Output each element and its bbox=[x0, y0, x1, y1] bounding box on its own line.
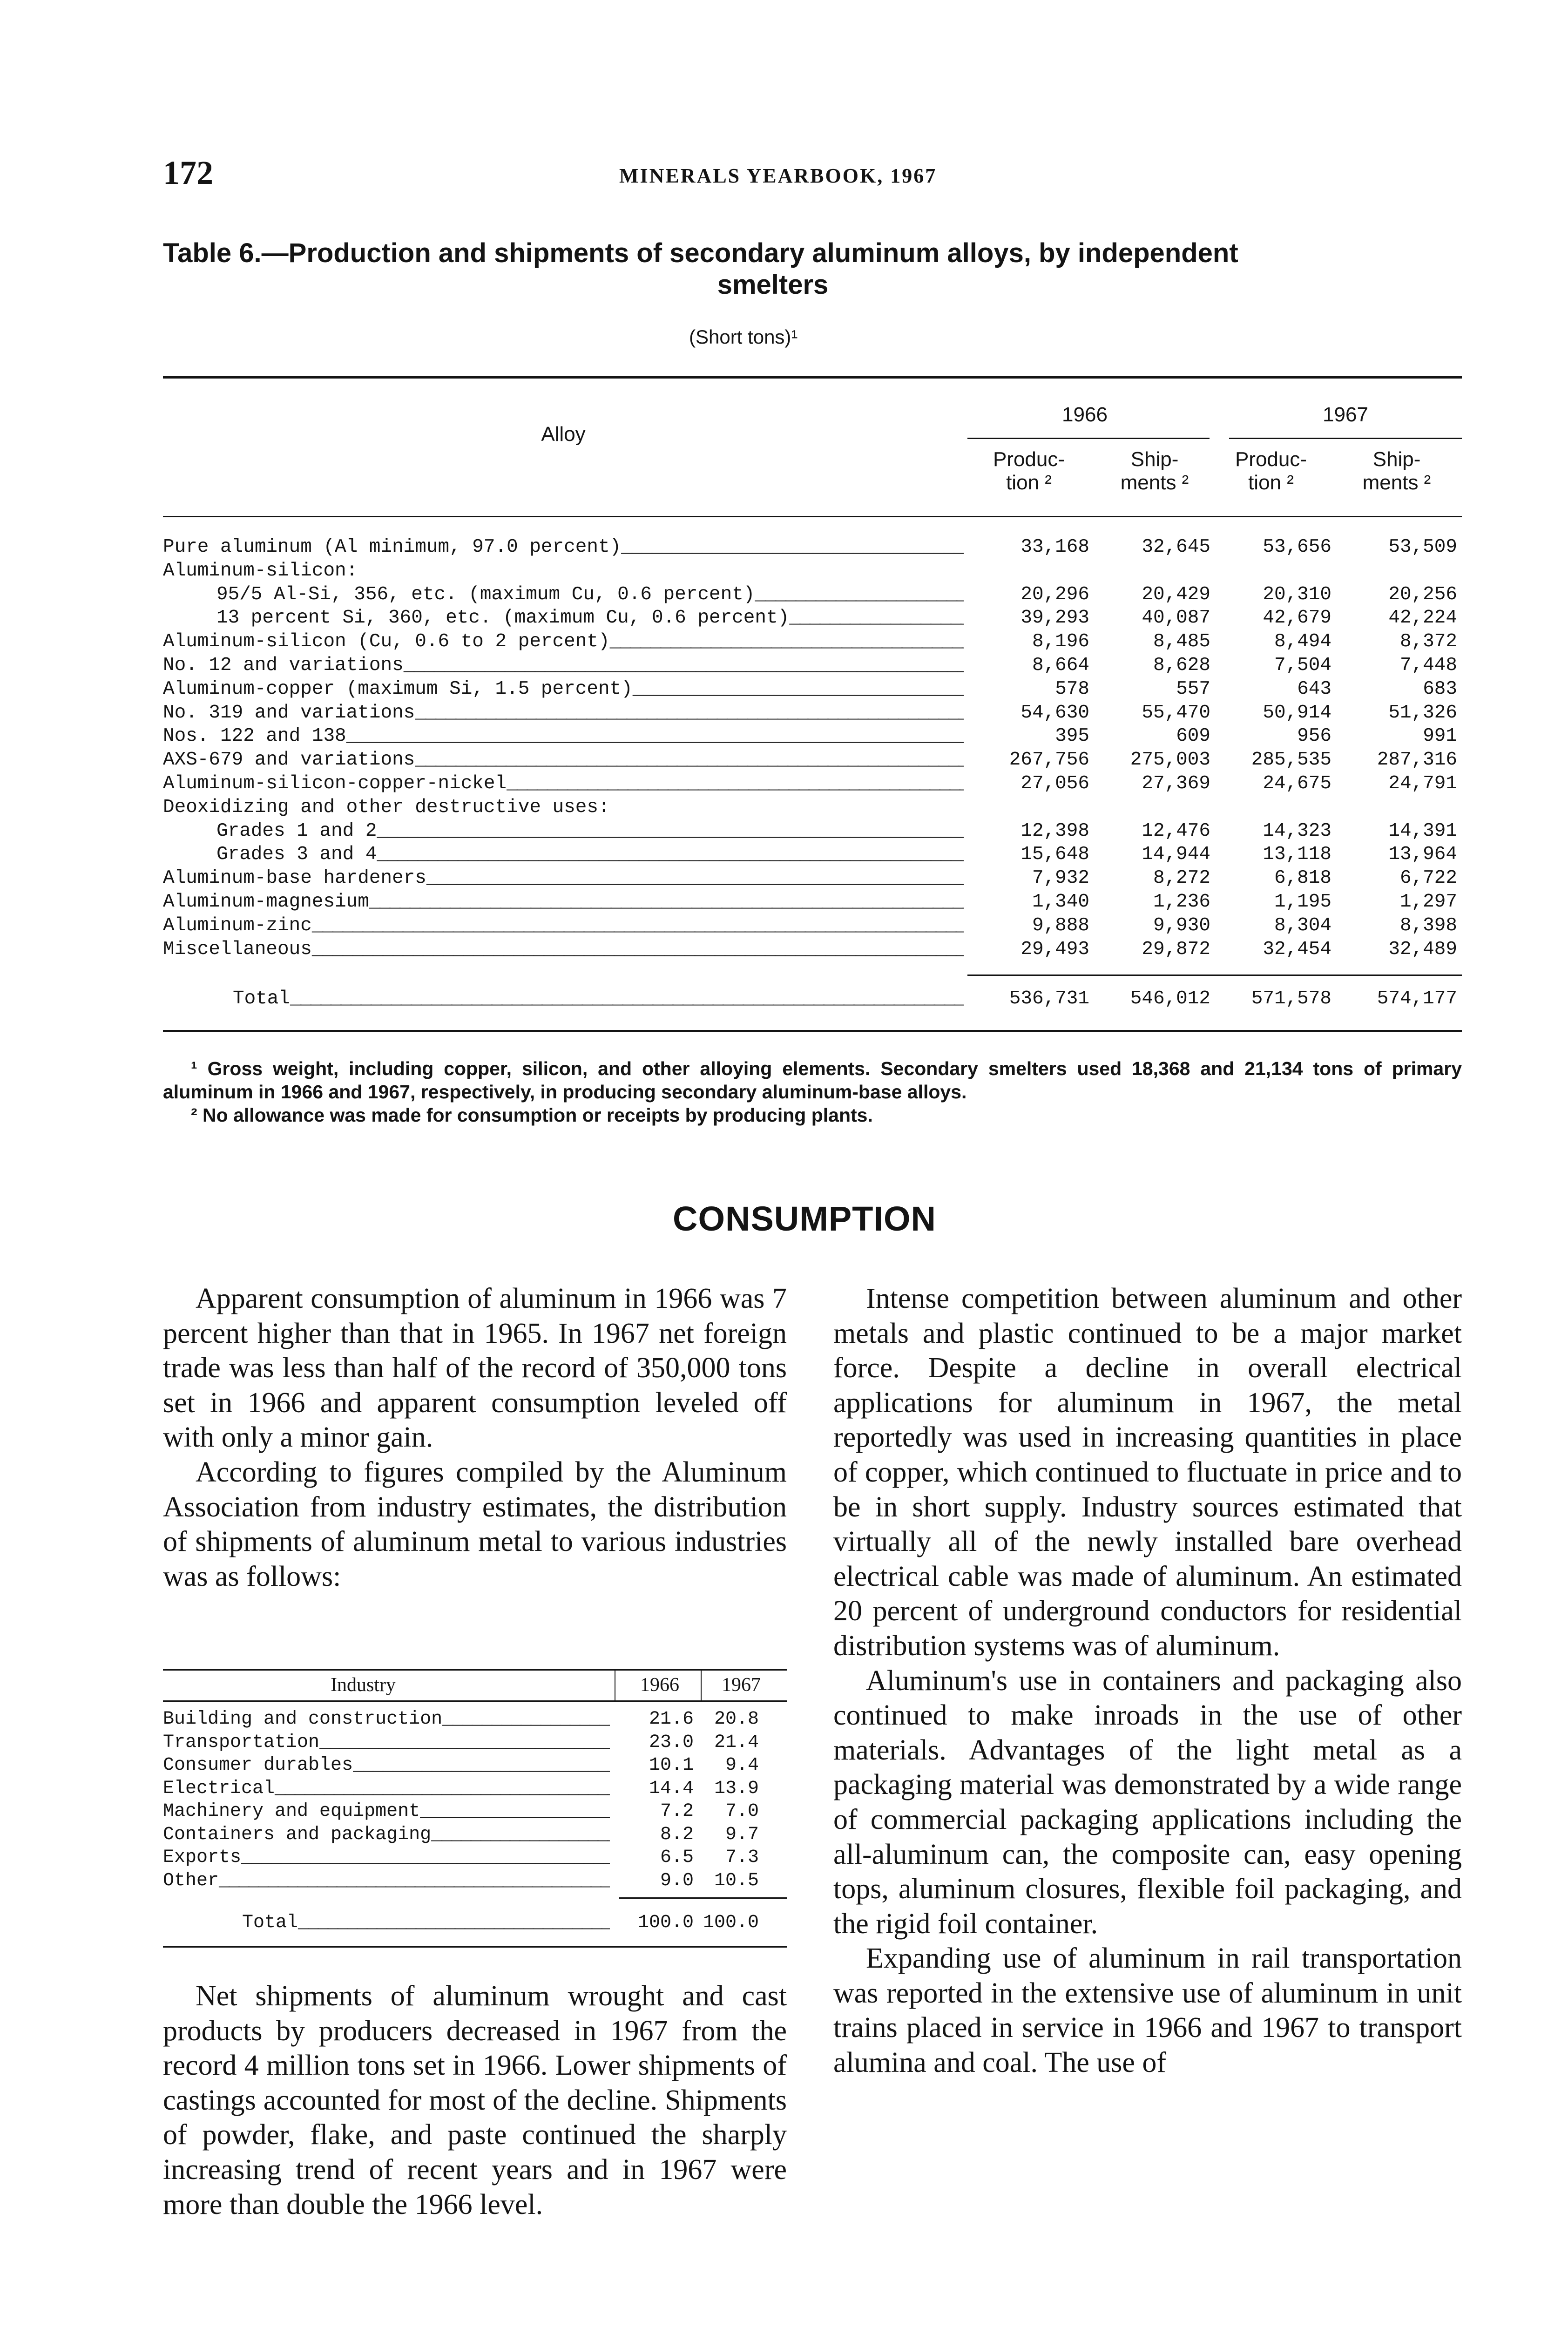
table-cell: 12,398 bbox=[1021, 820, 1089, 842]
table-cell: 8,485 bbox=[1153, 631, 1210, 653]
year-1967-rule bbox=[1229, 438, 1462, 439]
industry-table-bottom-rule bbox=[163, 1946, 787, 1948]
page-number: 172 bbox=[163, 154, 213, 191]
alloy-label: Aluminum-zinc _____ bbox=[163, 914, 964, 938]
table-cell: 20,296 bbox=[1021, 583, 1089, 605]
table-cell: 6,722 bbox=[1399, 867, 1457, 889]
table-cell: 8.2 bbox=[660, 1824, 694, 1845]
table-cell: 14.4 bbox=[649, 1778, 694, 1799]
table-cell: 33,168 bbox=[1021, 536, 1089, 558]
alloy-label: No. 319 and variations _____ bbox=[163, 701, 964, 725]
table-cell: 9,888 bbox=[1032, 914, 1089, 936]
industry-table-total bbox=[163, 1911, 787, 1935]
industry-label: Transportation _____ bbox=[163, 1731, 610, 1754]
industry-label: Containers and packaging _____ bbox=[163, 1823, 610, 1847]
col-header-production-1966 bbox=[968, 448, 1089, 494]
col-header-production-1967 bbox=[1210, 448, 1331, 494]
shipments-label-line2: ments ² bbox=[1120, 471, 1189, 494]
table-cell: 14,944 bbox=[1142, 844, 1210, 866]
industry-table-top-rule bbox=[163, 1669, 787, 1671]
alloy-label: Miscellaneous _____ bbox=[163, 938, 964, 961]
table-cell: 8,398 bbox=[1399, 914, 1457, 936]
left-column-bottom bbox=[163, 1979, 787, 2222]
shipments-label-line1: Ship- bbox=[1372, 448, 1421, 471]
alloy-label: Aluminum-silicon-copper-nickel _____ bbox=[163, 772, 964, 796]
table-cell: 27,369 bbox=[1142, 772, 1210, 794]
table-cell: 8,664 bbox=[1032, 654, 1089, 676]
alloy-label: Aluminum-magnesium _____ bbox=[163, 890, 964, 914]
paragraph: According to figures compiled by the Aluminum Association from industry estimates, the distribution of shipments of aluminum metal to various industries was as follows: bbox=[163, 1456, 787, 1592]
table-cell: 32,645 bbox=[1142, 536, 1210, 558]
header-bottom-rule bbox=[163, 516, 1462, 517]
table-cell: 267,756 bbox=[1009, 749, 1089, 771]
table-row bbox=[163, 583, 1462, 607]
table-cell: 53,656 bbox=[1263, 536, 1331, 558]
table-cell: 20,256 bbox=[1388, 583, 1457, 605]
table-cell: 287,316 bbox=[1377, 749, 1457, 771]
table-row bbox=[163, 1731, 787, 1754]
total-rule bbox=[967, 975, 1462, 976]
alloy-label: Aluminum-silicon: bbox=[163, 560, 358, 582]
paragraph: Expanding use of aluminum in rail transportation was reported in the extensive use of aluminum in unit trains placed in service in 1966 and 1967 to transport alumina and coal. The use of bbox=[833, 1942, 1462, 2079]
industry-label: Building and construction _____ bbox=[163, 1708, 610, 1731]
table-cell: 13.9 bbox=[714, 1778, 759, 1799]
table-caption-line1: Table 6.—Production and shipments of secondary aluminum alloys, by independent bbox=[163, 238, 1238, 268]
paragraph: Intense competition between aluminum and other metals and plastic continued to be a major market force. Despite a decline in overall electrical applications for aluminum in 1967, the metal reportedly was used in increasing quantities in place of copper, which continued to fluctuate in price and to be in short supply. Industry sources estimated that virtually all of the newly installed bare overhead electrical cable was made of aluminum. An estimated 20 percent of underground conductors for residential distribution systems was of aluminum. bbox=[833, 1283, 1462, 1662]
table-row bbox=[163, 606, 1462, 630]
table-cell: 6,818 bbox=[1274, 867, 1331, 889]
table-footnotes bbox=[163, 1057, 1462, 1127]
alloy-label: 13 percent Si, 360, etc. (maximum Cu, 0.6 percent) _____ bbox=[216, 606, 964, 630]
table-cell: 9.7 bbox=[725, 1824, 759, 1845]
table-cell: 40,087 bbox=[1142, 607, 1210, 629]
industry-table-header-rule bbox=[163, 1700, 787, 1702]
table-cell: 21.6 bbox=[649, 1709, 694, 1730]
table-cell: 578 bbox=[1055, 678, 1089, 700]
total-label: Total _____ bbox=[242, 1911, 610, 1935]
table-cell: 53,509 bbox=[1388, 536, 1457, 558]
table-cell: 609 bbox=[1176, 725, 1210, 747]
alloy-label: Grades 1 and 2 _____ bbox=[216, 819, 964, 843]
table-row bbox=[163, 938, 1462, 961]
alloy-label: Deoxidizing and other destructive uses: bbox=[163, 796, 610, 818]
production-label-line1: Produc- bbox=[993, 448, 1065, 471]
table-cell: 643 bbox=[1297, 678, 1331, 700]
paragraph: Apparent consumption of aluminum in 1966 was 7 percent higher than that in 1965. In 1967 net foreign trade was less than half of the record of 350,000 tons set in 1966 and apparent consumption leveled off with only a minor gain. bbox=[163, 1283, 787, 1454]
table-row bbox=[163, 1800, 787, 1823]
table-row bbox=[163, 796, 1462, 819]
alloy-label: Grades 3 and 4 _____ bbox=[216, 843, 964, 866]
alloy-label: AXS-679 and variations _____ bbox=[163, 748, 964, 772]
table-cell: 275,003 bbox=[1130, 749, 1210, 771]
table-row bbox=[163, 701, 1462, 725]
table-cell: 13,964 bbox=[1388, 844, 1457, 866]
table-caption-line2: smelters bbox=[717, 270, 829, 300]
table-cell: 10.1 bbox=[649, 1755, 694, 1776]
table-cell: 8,304 bbox=[1274, 914, 1331, 936]
table-cell: 54,630 bbox=[1021, 702, 1089, 724]
table-cell: 6.5 bbox=[660, 1847, 694, 1868]
table-row bbox=[163, 914, 1462, 938]
table-cell: 8,628 bbox=[1153, 654, 1210, 676]
total-cell: 100.0 bbox=[637, 1912, 694, 1933]
table6-total bbox=[163, 987, 1462, 1011]
table-cell: 12,476 bbox=[1142, 820, 1210, 842]
table-row bbox=[163, 677, 1462, 701]
table-cell: 50,914 bbox=[1263, 702, 1331, 724]
table-cell: 15,648 bbox=[1021, 844, 1089, 866]
table-row bbox=[163, 630, 1462, 654]
col-header-industry: Industry bbox=[331, 1674, 396, 1696]
table-cell: 39,293 bbox=[1021, 607, 1089, 629]
table-cell: 7,932 bbox=[1032, 867, 1089, 889]
alloy-label: Pure aluminum (Al minimum, 97.0 percent) _____ bbox=[163, 535, 964, 559]
total-label: Total _____ bbox=[233, 987, 964, 1011]
table-cell: 8,372 bbox=[1399, 631, 1457, 653]
total-cell: 100.0 bbox=[703, 1912, 759, 1933]
industry-label: Consumer durables _____ bbox=[163, 1754, 610, 1777]
table-row bbox=[163, 866, 1462, 890]
table-cell: 9.0 bbox=[660, 1870, 694, 1891]
table-cell: 1,340 bbox=[1032, 891, 1089, 913]
total-cell: 571,578 bbox=[1251, 988, 1331, 1009]
alloy-label: Aluminum-copper (maximum Si, 1.5 percent) _____ bbox=[163, 677, 964, 701]
table-cell: 557 bbox=[1176, 678, 1210, 700]
table-cell: 20.8 bbox=[714, 1709, 759, 1730]
col-header-1966: 1966 bbox=[1062, 403, 1108, 426]
production-label-line2: tion ² bbox=[1248, 471, 1294, 494]
production-label-line2: tion ² bbox=[1006, 471, 1052, 494]
alloy-label: No. 12 and variations _____ bbox=[163, 654, 964, 677]
table-cell: 14,391 bbox=[1388, 820, 1457, 842]
table-row bbox=[163, 819, 1462, 843]
table-cell: 9,930 bbox=[1153, 914, 1210, 936]
running-head: MINERALS YEARBOOK, 1967 bbox=[619, 164, 937, 187]
table-cell: 29,493 bbox=[1021, 938, 1089, 960]
table-cell: 9.4 bbox=[725, 1755, 759, 1776]
alloy-label: Nos. 122 and 138 _____ bbox=[163, 724, 964, 748]
total-cell: 536,731 bbox=[1009, 988, 1089, 1009]
table-top-rule bbox=[163, 376, 1462, 379]
industry-total-rule bbox=[619, 1897, 787, 1899]
table-cell: 20,310 bbox=[1263, 583, 1331, 605]
table-cell: 21.4 bbox=[714, 1732, 759, 1753]
table-row bbox=[163, 654, 1462, 677]
table-units: (Short tons)¹ bbox=[689, 326, 798, 348]
industry-label: Exports _____ bbox=[163, 1846, 610, 1869]
production-label-line1: Produc- bbox=[1235, 448, 1307, 471]
table-row bbox=[163, 1708, 787, 1731]
table-cell: 1,297 bbox=[1399, 891, 1457, 913]
table-row bbox=[163, 1869, 787, 1893]
year-1966-rule bbox=[967, 438, 1210, 439]
table-row bbox=[163, 890, 1462, 914]
alloy-label: 95/5 Al-Si, 356, etc. (maximum Cu, 0.6 percent) _____ bbox=[216, 583, 964, 607]
table-cell: 8,494 bbox=[1274, 631, 1331, 653]
table-cell: 8,272 bbox=[1153, 867, 1210, 889]
table-cell: 683 bbox=[1423, 678, 1457, 700]
table-cell: 956 bbox=[1297, 725, 1331, 747]
table-row bbox=[163, 1823, 787, 1847]
industry-label: Electrical _____ bbox=[163, 1777, 610, 1800]
total-cell: 574,177 bbox=[1377, 988, 1457, 1009]
table-row bbox=[163, 772, 1462, 796]
paragraph: Net shipments of aluminum wrought and cast products by producers decreased in 1967 from the record 4 million tons set in 1966. Lower shipments of castings accounted for most of the decline. Shipments of powder, flake, and paste continued the sharply increasing trend of recent years and in 1967 were more than double the 1966 level. bbox=[163, 1980, 787, 2220]
table-cell: 42,679 bbox=[1263, 607, 1331, 629]
industry-label: Machinery and equipment _____ bbox=[163, 1800, 610, 1823]
table-cell: 55,470 bbox=[1142, 702, 1210, 724]
table6-body bbox=[163, 535, 1462, 961]
table-cell: 24,675 bbox=[1263, 772, 1331, 794]
table-row bbox=[163, 1846, 787, 1869]
table-cell: 991 bbox=[1423, 725, 1457, 747]
industry-table-body bbox=[163, 1708, 787, 1892]
table-cell: 285,535 bbox=[1251, 749, 1331, 771]
table-cell: 395 bbox=[1055, 725, 1089, 747]
table-cell: 42,224 bbox=[1388, 607, 1457, 629]
table-cell: 7.2 bbox=[660, 1801, 694, 1822]
col-header-1967: 1967 bbox=[722, 1674, 761, 1696]
table-cell: 7,504 bbox=[1274, 654, 1331, 676]
table-total-row bbox=[163, 1911, 787, 1935]
section-heading: CONSUMPTION bbox=[673, 1199, 936, 1238]
table-row bbox=[163, 559, 1462, 583]
table-cell: 7.3 bbox=[725, 1847, 759, 1868]
col-header-1966: 1966 bbox=[640, 1674, 679, 1696]
alloy-label: Aluminum-base hardeners _____ bbox=[163, 866, 964, 890]
table-cell: 1,236 bbox=[1153, 891, 1210, 913]
footnote-1: ¹ Gross weight, including copper, silicon, and other alloying elements. Secondary smelters used 18,368 and 21,134 tons of primary aluminum in 1966 and 1967, respectively, in producing secondary aluminum-base alloys. bbox=[163, 1058, 1462, 1103]
table-cell: 32,489 bbox=[1388, 938, 1457, 960]
industry-label: Other _____ bbox=[163, 1869, 610, 1893]
table-cell: 29,872 bbox=[1142, 938, 1210, 960]
table-cell: 32,454 bbox=[1263, 938, 1331, 960]
table-cell: 20,429 bbox=[1142, 583, 1210, 605]
table-cell: 8,196 bbox=[1032, 631, 1089, 653]
table-row bbox=[163, 1754, 787, 1777]
right-column bbox=[833, 1281, 1462, 2080]
left-column-top bbox=[163, 1281, 787, 1594]
footnote-2: ² No allowance was made for consumption or receipts by producing plants. bbox=[191, 1104, 873, 1126]
col-header-shipments-1967 bbox=[1336, 448, 1457, 494]
col-header-shipments-1966 bbox=[1094, 448, 1215, 494]
table-cell: 14,323 bbox=[1263, 820, 1331, 842]
table-row bbox=[163, 748, 1462, 772]
col-header-alloy: Alloy bbox=[541, 423, 586, 446]
table-cell: 7,448 bbox=[1399, 654, 1457, 676]
table-caption bbox=[163, 237, 1467, 301]
table-cell: 24,791 bbox=[1388, 772, 1457, 794]
total-cell: 546,012 bbox=[1130, 988, 1210, 1009]
alloy-label: Aluminum-silicon (Cu, 0.6 to 2 percent) _____ bbox=[163, 630, 964, 654]
shipments-label-line1: Ship- bbox=[1130, 448, 1179, 471]
table-cell: 10.5 bbox=[714, 1870, 759, 1891]
table-cell: 27,056 bbox=[1021, 772, 1089, 794]
table-cell: 23.0 bbox=[649, 1732, 694, 1753]
industry-col-divider bbox=[701, 1671, 702, 1700]
table-bottom-rule bbox=[163, 1030, 1462, 1032]
paragraph: Aluminum's use in containers and packaging also continued to make inroads in the use of other materials. Advantages of the light metal as a packaging material was demonstrated by a wide range of commercial packaging applications including the all-aluminum can, the composite can, easy opening tops, aluminum closures, flexible foil packaging, and the rigid foil container. bbox=[833, 1665, 1462, 1940]
col-header-1967: 1967 bbox=[1323, 403, 1368, 426]
table-row bbox=[163, 724, 1462, 748]
table-row bbox=[163, 1777, 787, 1800]
table-cell: 51,326 bbox=[1388, 702, 1457, 724]
shipments-label-line2: ments ² bbox=[1362, 471, 1431, 494]
table-cell: 1,195 bbox=[1274, 891, 1331, 913]
table-cell: 13,118 bbox=[1263, 844, 1331, 866]
table-row bbox=[163, 843, 1462, 866]
table-total-row bbox=[163, 987, 1462, 1011]
table-cell: 7.0 bbox=[725, 1801, 759, 1822]
industry-table-header bbox=[163, 1672, 787, 1698]
table-row bbox=[163, 535, 1462, 559]
